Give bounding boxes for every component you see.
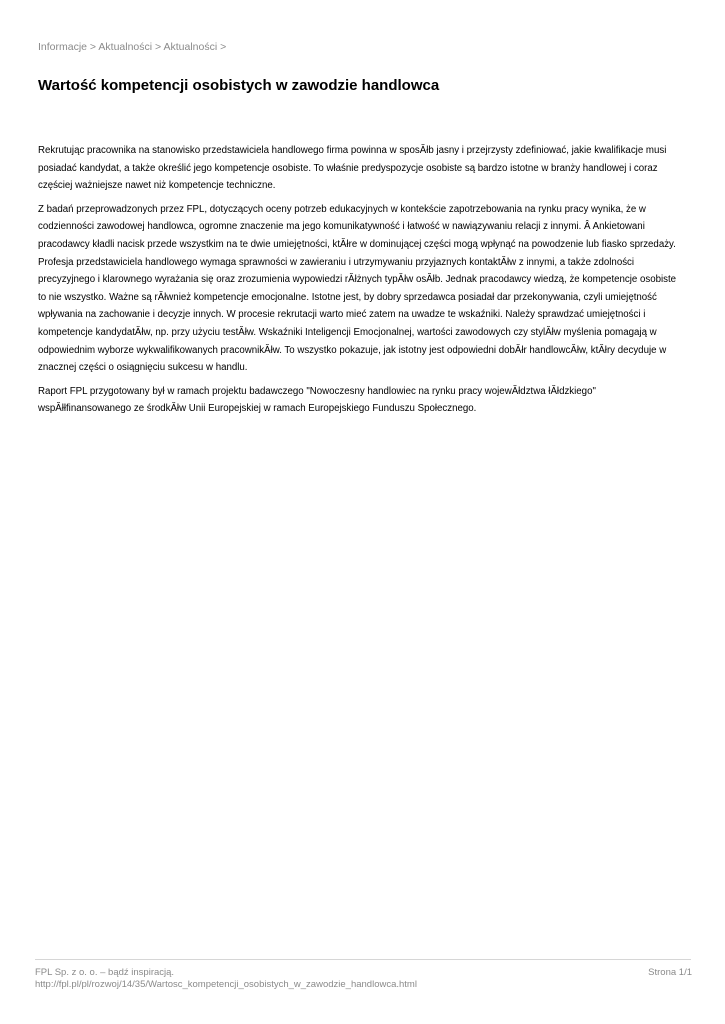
article-paragraph-3: Raport FPL przygotowany był w ramach projektu badawczego "Nowoczesny handlowiec na rynku pracy wojewĂłdztwa łĂłdzkiego" wspĂłłfinansowanego ze środkĂłw Unii Europejskiej w ramach Europejskiego Funduszu Społecznego. <box>38 385 596 415</box>
footer-info <box>35 967 417 991</box>
footer-divider <box>35 959 691 960</box>
breadcrumb[interactable]: Informacje > Aktualności > Aktualności > <box>38 41 227 53</box>
footer-url[interactable]: http://fpl.pl/pl/rozwoj/14/35/Wartosc_kompetencji_osobistych_w_zawodzie_handlowca.html <box>35 979 417 990</box>
footer-company: FPL Sp. z o. o. – bądź inspiracją. <box>35 967 175 978</box>
article-paragraph-1: Rekrutując pracownika na stanowisko przedstawiciela handlowego firma powinna w sposĂłb jasny i przejrzysty zdefiniować, jakie kwalifikacje musi posiadać kandydat, a także określić jego kompetencje osobiste. To właśnie predyspozycje osobiste są bardzo istotne w branży handlowej i coraz częściej ważniejsze nawet niż kompetencje techniczne. <box>38 145 667 192</box>
article-paragraph-2: Z badań przeprowadzonych przez FPL, dotyczących oceny potrzeb edukacyjnych w kontekście zapotrzebowania na rynku pracy wynika, że w codzienności zawodowej handlowca, ogromne znaczenie ma jego komunikatywność i łatwość w nawiązywaniu relacji z innymi. Â Ankietowani pracodawcy kładli nacisk przede wszystkim na te dwie umiejętności, ktĂłre w dominującej części mogą wpłynąć na powodzenie lub fiasko sprzedaży. Profesja przedstawiciela handlowego wymaga sprawności w zawieraniu i utrzymywaniu przyjaznych kontaktĂłw z innymi, a także zdolności precyzyjnego i klarownego wyrażania się oraz zrozumienia wypowiedzi rĂłżnych typĂłw osĂłb. Jednak pracodawcy wiedzą, że kompetencje osobiste to nie wszystko. Ważne są rĂłwnież kompetencje emocjonalne. Istotne jest, by dobry sprzedawca posiadał dar przekonywania, czyli umiejętność wpływania na zachowanie i decyzje innych. W procesie rekrutacji warto mieć zatem na uwadze te wskaźniki. Należy sprawdzać umiejętności i kompetencje kandydatĂłw, np. przy użyciu testĂłw. Wskaźniki Inteligencji Emocjonalnej, wartości zawodowych czy stylĂłw myślenia pomagają w odpowiednim wyborze wykwalifikowanych pracownikĂłw. To wszystko pokazuje, jak istotny jest odpowiedni dobĂłr handlowcĂłw, ktĂłry decyduje w znacznej części o osiągnięciu sukcesu w handlu. <box>38 203 677 374</box>
page-title: Wartość kompetencji osobistych w zawodzie handlowca <box>38 77 440 94</box>
article-body <box>38 142 686 424</box>
page-number: Strona 1/1 <box>648 967 692 978</box>
